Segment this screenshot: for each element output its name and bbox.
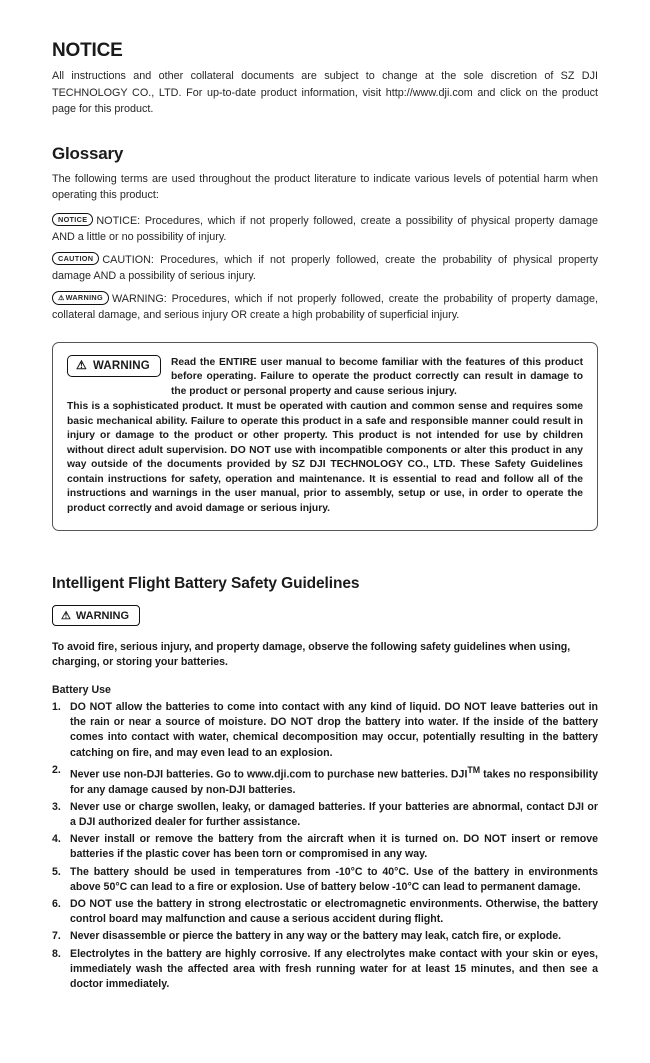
- warning-badge-label: WARNING: [92, 359, 150, 372]
- warning-triangle-icon: ⚠: [58, 294, 65, 302]
- warning-entry-label: WARNING:: [111, 292, 167, 305]
- notice-body: All instructions and other collateral documents are subject to change at the sole discretion of SZ DJI TECHNOLOGY CO., LTD. For up-to-date product information, visit http://www.dji.com and click on the product page for this product.: [52, 70, 598, 115]
- warning-badge: [67, 355, 161, 377]
- notice-tag: NOTICE: [52, 213, 93, 226]
- notice-heading: NOTICE: [52, 40, 123, 61]
- warning-tag: [52, 291, 109, 305]
- notice-entry-text: Procedures, which if not properly followed, create a possibility of physical property damage AND a little or no possibility of injury.: [52, 214, 598, 243]
- warning-triangle-icon: ⚠: [76, 358, 87, 372]
- glossary-entry-notice: [52, 213, 598, 246]
- warning-triangle-icon: ⚠: [61, 610, 71, 622]
- list-item: Never use non-DJI batteries. Go to www.dji.com to purchase new batteries. DJI™ takes no responsibility for any damage caused by non-DJI batteries.: [70, 764, 598, 796]
- caution-tag: CAUTION: [52, 252, 99, 265]
- warning-tag-label: WARNING: [65, 292, 103, 302]
- warning-entry-text: Procedures, which if not properly followed, create the probability of property damage, collateral damage, and serious injury OR create a high probability of superficial injury.: [52, 292, 598, 321]
- list-item: The battery should be used in temperatures from -10°C to 40°C. Use of the battery in environments above 50°C can lead to a fire or explosion. Use of battery below -10°C can lead to permanent damage.: [70, 865, 598, 893]
- battery-warning-badge: [52, 605, 140, 626]
- battery-warning-badge-label: WARNING: [75, 609, 130, 622]
- list-item: Never install or remove the battery from the aircraft when it is turned on. DO NOT insert or remove batteries if the plastic cover has been torn or compromised in any way.: [70, 833, 598, 861]
- caution-entry-text: Procedures, which if not properly followed, create the probability of physical property damage AND a possibility of serious injury.: [52, 253, 598, 282]
- glossary-entry-caution: [52, 252, 598, 285]
- glossary-entries: [52, 213, 598, 324]
- caution-entry-label: CAUTION:: [102, 253, 154, 266]
- glossary-heading: Glossary: [52, 143, 124, 163]
- glossary-entry-warning: [52, 291, 598, 324]
- battery-use-subheading: Battery Use: [52, 684, 111, 696]
- warning-callout-box: [52, 342, 598, 532]
- list-item: Electrolytes in the battery are highly corrosive. If any electrolytes make contact with your skin or eyes, immediately wash the affected area with fresh running water for at least 15 minutes, and then see a doctor immediately.: [70, 947, 598, 990]
- battery-section-heading: Intelligent Flight Battery Safety Guidelines: [52, 575, 360, 592]
- list-item: Never use or charge swollen, leaky, or damaged batteries. If your batteries are abnormal, contact DJI or a DJI authorized dealer for further assistance.: [70, 800, 598, 828]
- list-item: DO NOT use the battery in strong electrostatic or electromagnetic environments. Otherwise, the battery control board may malfunction and cause a serious accident during flight.: [70, 897, 598, 926]
- glossary-intro: The following terms are used throughout the product literature to indicate various levels of potential harm when operating this product:: [52, 172, 598, 201]
- battery-safety-section: [52, 575, 598, 992]
- warning-paragraph-1: Read the ENTIRE user manual to become familiar with the features of this product before operating. Failure to operate the product correctly can result in damage to the product or personal property and cause serious injury.: [170, 356, 583, 397]
- battery-lead-text: To avoid fire, serious injury, and property damage, observe the following safety guidelines when using, charging, or storing your batteries.: [52, 641, 571, 668]
- notice-entry-label: NOTICE:: [96, 214, 141, 227]
- list-item: Never disassemble or pierce the battery in any way or the battery may leak, catch fire, or explode.: [70, 930, 562, 943]
- battery-safety-list: [52, 700, 598, 992]
- warning-paragraph-2: This is a sophisticated product. It must be operated with caution and common sense and requires some basic mechanical ability. Failure to operate this product in a safe and responsible manner could result in injury or damage to the product or other property. This product is not intended for use by children without direct adult supervision. DO NOT use with incompatible components or alter this product in any way outside of the documents provided by SZ DJI TECHNOLOGY CO., LTD. These Safety Guidelines contain instructions for safety, operation and maintenance. It is essential to read and follow all of the instructions and warnings in the user manual, prior to assembly, setup or use, in order to operate the product correctly and avoid damage or serious injury.: [67, 401, 583, 514]
- list-item: DO NOT allow the batteries to come into contact with any kind of liquid. DO NOT leave batteries out in the rain or near a source of moisture. DO NOT drop the battery into water. If the inside of the battery comes into contact with water, chemical decomposition may occur, potentially resulting in the battery catching on fire, and may even lead to an explosion.: [70, 701, 598, 759]
- warning-callout-head: [67, 355, 583, 400]
